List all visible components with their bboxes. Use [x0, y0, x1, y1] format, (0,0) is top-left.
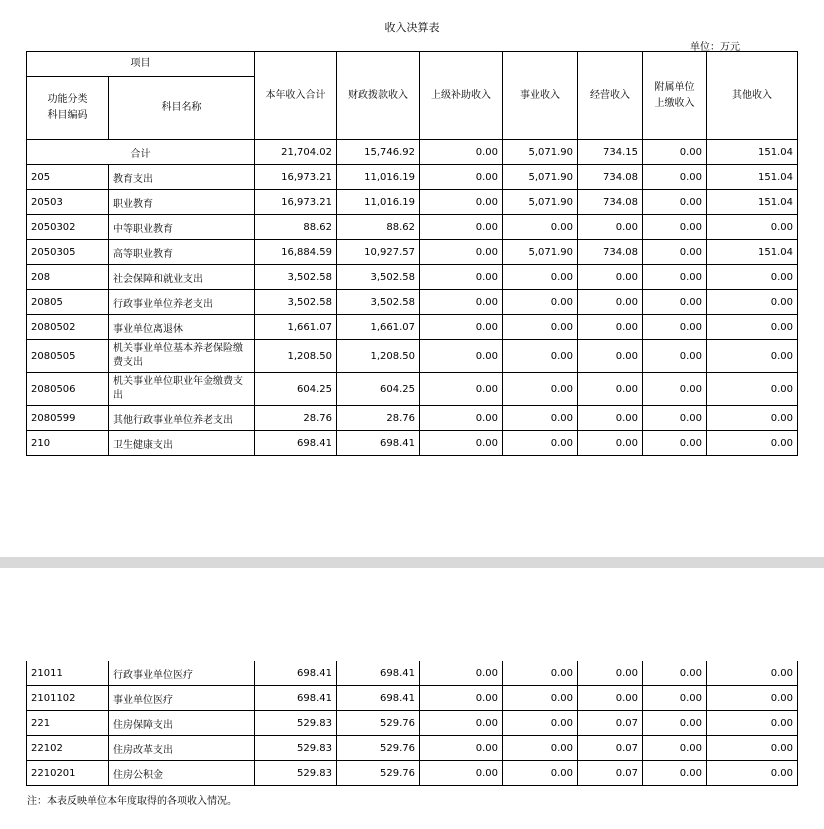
amount-cell: 0.00: [420, 240, 503, 265]
amount-cell: 0.07: [578, 736, 643, 761]
amount-cell: 0.00: [420, 686, 503, 711]
amount-cell: 529.83: [255, 736, 337, 761]
amount-cell: 0.00: [707, 736, 798, 761]
function-code: 2050302: [27, 215, 109, 240]
subject-name: 行政事业单位医疗: [109, 661, 255, 686]
amount-cell: 0.00: [420, 340, 503, 373]
amount-cell: 3,502.58: [255, 265, 337, 290]
subject-name: 住房公积金: [109, 761, 255, 786]
function-code: 22102: [27, 736, 109, 761]
amount-cell: 0.00: [643, 661, 707, 686]
subject-name: 卫生健康支出: [109, 431, 255, 456]
subject-name: 职业教育: [109, 190, 255, 215]
amount-cell: 0.00: [643, 340, 707, 373]
amount-cell: 0.00: [643, 686, 707, 711]
subject-name: 中等职业教育: [109, 215, 255, 240]
amount-cell: 0.00: [707, 340, 798, 373]
amount-cell: 0.00: [420, 290, 503, 315]
amount-cell: 0.00: [503, 315, 578, 340]
function-code: 2080506: [27, 373, 109, 406]
header-business: 事业收入: [503, 52, 578, 140]
amount-cell: 734.08: [578, 165, 643, 190]
amount-cell: 151.04: [707, 190, 798, 215]
amount-cell: 529.83: [255, 711, 337, 736]
amount-cell: 88.62: [255, 215, 337, 240]
amount-cell: 0.00: [578, 661, 643, 686]
income-table-continued: [26, 661, 798, 786]
function-code: 221: [27, 711, 109, 736]
amount-cell: 0.00: [503, 711, 578, 736]
amount-cell: 529.76: [337, 711, 420, 736]
amount-cell: 0.00: [578, 686, 643, 711]
table-row: [27, 290, 798, 315]
amount-cell: 0.00: [420, 215, 503, 240]
table-row: [27, 340, 798, 373]
table-row: [27, 661, 798, 686]
function-code: 2210201: [27, 761, 109, 786]
amount-cell: 698.41: [337, 431, 420, 456]
function-code: 2050305: [27, 240, 109, 265]
amount-cell: 0.00: [420, 736, 503, 761]
amount-cell: 0.00: [503, 340, 578, 373]
table-row: [27, 190, 798, 215]
amount-cell: 0.00: [643, 265, 707, 290]
amount-cell: 0.00: [420, 406, 503, 431]
amount-cell: 0.00: [503, 736, 578, 761]
amount-cell: 0.00: [643, 711, 707, 736]
amount-cell: 0.00: [643, 165, 707, 190]
amount-cell: 698.41: [255, 686, 337, 711]
amount-cell: 0.00: [643, 406, 707, 431]
amount-cell: 0.00: [503, 431, 578, 456]
amount-cell: 698.41: [255, 661, 337, 686]
table-row: [27, 215, 798, 240]
amount-cell: 0.00: [420, 431, 503, 456]
subject-name: 社会保障和就业支出: [109, 265, 255, 290]
table-row: [27, 431, 798, 456]
table-row: [27, 736, 798, 761]
amount-cell: 0.00: [420, 711, 503, 736]
table-row: [27, 265, 798, 290]
amount-cell: 0.00: [578, 315, 643, 340]
subject-name: 事业单位医疗: [109, 686, 255, 711]
table-note: 注：本表反映单位本年度取得的各项收入情况。: [27, 796, 237, 807]
amount-cell: 0.00: [420, 761, 503, 786]
amount-cell: 0.00: [503, 406, 578, 431]
total-label: 合计: [27, 140, 255, 165]
function-code: 2080502: [27, 315, 109, 340]
function-code: 210: [27, 431, 109, 456]
amount-cell: 0.00: [707, 373, 798, 406]
subject-name: 住房保障支出: [109, 711, 255, 736]
total-value: 0.00: [643, 140, 707, 165]
amount-cell: 0.00: [643, 761, 707, 786]
amount-cell: 0.00: [578, 265, 643, 290]
subject-name: 高等职业教育: [109, 240, 255, 265]
amount-cell: 1,208.50: [255, 340, 337, 373]
amount-cell: 1,661.07: [337, 315, 420, 340]
header-superior: 上级补助收入: [420, 52, 503, 140]
page-title: 收入决算表: [384, 21, 440, 34]
amount-cell: 529.76: [337, 736, 420, 761]
amount-cell: 0.00: [503, 761, 578, 786]
amount-cell: 0.00: [643, 373, 707, 406]
amount-cell: 0.00: [707, 215, 798, 240]
function-code: 205: [27, 165, 109, 190]
amount-cell: 698.41: [337, 661, 420, 686]
amount-cell: 28.76: [255, 406, 337, 431]
amount-cell: 16,973.21: [255, 190, 337, 215]
subject-name: 住房改革支出: [109, 736, 255, 761]
amount-cell: 28.76: [337, 406, 420, 431]
table-row: [27, 761, 798, 786]
table-row: [27, 165, 798, 190]
function-code: 20805: [27, 290, 109, 315]
amount-cell: 529.83: [255, 761, 337, 786]
amount-cell: 0.00: [707, 686, 798, 711]
unit-label: 单位：万元: [690, 42, 740, 53]
amount-cell: 5,071.90: [503, 165, 578, 190]
function-code: 208: [27, 265, 109, 290]
header-other: 其他收入: [707, 52, 798, 140]
amount-cell: 0.07: [578, 711, 643, 736]
amount-cell: 0.07: [578, 761, 643, 786]
amount-cell: 0.00: [707, 315, 798, 340]
amount-cell: 0.00: [707, 711, 798, 736]
table-row: [27, 373, 798, 406]
header-total-income: 本年收入合计: [255, 52, 337, 140]
amount-cell: 604.25: [337, 373, 420, 406]
amount-cell: 151.04: [707, 240, 798, 265]
amount-cell: 0.00: [643, 315, 707, 340]
amount-cell: 3,502.58: [337, 290, 420, 315]
header-func-code: 功能分类 科目编码: [27, 77, 109, 140]
header-operating: 经营收入: [578, 52, 643, 140]
subject-name: 机关事业单位基本养老保险缴费支出: [109, 340, 255, 373]
amount-cell: 0.00: [643, 215, 707, 240]
subject-name: 教育支出: [109, 165, 255, 190]
total-value: 151.04: [707, 140, 798, 165]
amount-cell: 0.00: [420, 315, 503, 340]
subject-name: 事业单位离退休: [109, 315, 255, 340]
amount-cell: 0.00: [503, 661, 578, 686]
amount-cell: 3,502.58: [337, 265, 420, 290]
total-value: 21,704.02: [255, 140, 337, 165]
amount-cell: 0.00: [420, 661, 503, 686]
amount-cell: 0.00: [420, 165, 503, 190]
amount-cell: 0.00: [578, 215, 643, 240]
amount-cell: 0.00: [643, 736, 707, 761]
amount-cell: 0.00: [503, 215, 578, 240]
header-fiscal: 财政拨款收入: [337, 52, 420, 140]
amount-cell: 3,502.58: [255, 290, 337, 315]
subject-name: 机关事业单位职业年金缴费支出: [109, 373, 255, 406]
function-code: 2080599: [27, 406, 109, 431]
amount-cell: 734.08: [578, 240, 643, 265]
amount-cell: 0.00: [707, 761, 798, 786]
amount-cell: 1,661.07: [255, 315, 337, 340]
amount-cell: 0.00: [707, 406, 798, 431]
amount-cell: 0.00: [503, 686, 578, 711]
amount-cell: 0.00: [643, 240, 707, 265]
amount-cell: 0.00: [420, 190, 503, 215]
total-value: 5,071.90: [503, 140, 578, 165]
amount-cell: 529.76: [337, 761, 420, 786]
amount-cell: 16,884.59: [255, 240, 337, 265]
amount-cell: 5,071.90: [503, 240, 578, 265]
amount-cell: 0.00: [707, 661, 798, 686]
amount-cell: 734.08: [578, 190, 643, 215]
amount-cell: 11,016.19: [337, 190, 420, 215]
header-subject-name: 科目名称: [109, 77, 255, 140]
amount-cell: 16,973.21: [255, 165, 337, 190]
amount-cell: 604.25: [255, 373, 337, 406]
amount-cell: 0.00: [643, 290, 707, 315]
subject-name: 行政事业单位养老支出: [109, 290, 255, 315]
table-row: [27, 711, 798, 736]
table-row: [27, 240, 798, 265]
amount-cell: 0.00: [643, 190, 707, 215]
amount-cell: 0.00: [643, 431, 707, 456]
amount-cell: 0.00: [503, 290, 578, 315]
amount-cell: 698.41: [337, 686, 420, 711]
table-row: [27, 315, 798, 340]
amount-cell: 1,208.50: [337, 340, 420, 373]
amount-cell: 0.00: [578, 373, 643, 406]
amount-cell: 698.41: [255, 431, 337, 456]
amount-cell: 5,071.90: [503, 190, 578, 215]
total-value: 734.15: [578, 140, 643, 165]
table-row: [27, 406, 798, 431]
amount-cell: 0.00: [578, 431, 643, 456]
income-table: [26, 51, 798, 456]
amount-cell: 10,927.57: [337, 240, 420, 265]
page-break-divider: [0, 557, 824, 568]
subject-name: 其他行政事业单位养老支出: [109, 406, 255, 431]
function-code: 20503: [27, 190, 109, 215]
amount-cell: 0.00: [707, 290, 798, 315]
amount-cell: 0.00: [420, 265, 503, 290]
amount-cell: 88.62: [337, 215, 420, 240]
amount-cell: 0.00: [578, 406, 643, 431]
amount-cell: 0.00: [707, 265, 798, 290]
amount-cell: 151.04: [707, 165, 798, 190]
amount-cell: 0.00: [420, 373, 503, 406]
amount-cell: 11,016.19: [337, 165, 420, 190]
total-value: 15,746.92: [337, 140, 420, 165]
total-value: 0.00: [420, 140, 503, 165]
table-row: [27, 686, 798, 711]
amount-cell: 0.00: [503, 265, 578, 290]
amount-cell: 0.00: [578, 340, 643, 373]
header-affiliated: 附属单位 上缴收入: [643, 52, 707, 140]
amount-cell: 0.00: [503, 373, 578, 406]
amount-cell: 0.00: [578, 290, 643, 315]
header-project: 项目: [27, 52, 255, 77]
function-code: 21011: [27, 661, 109, 686]
amount-cell: 0.00: [707, 431, 798, 456]
function-code: 2080505: [27, 340, 109, 373]
function-code: 2101102: [27, 686, 109, 711]
total-row: [27, 140, 798, 165]
